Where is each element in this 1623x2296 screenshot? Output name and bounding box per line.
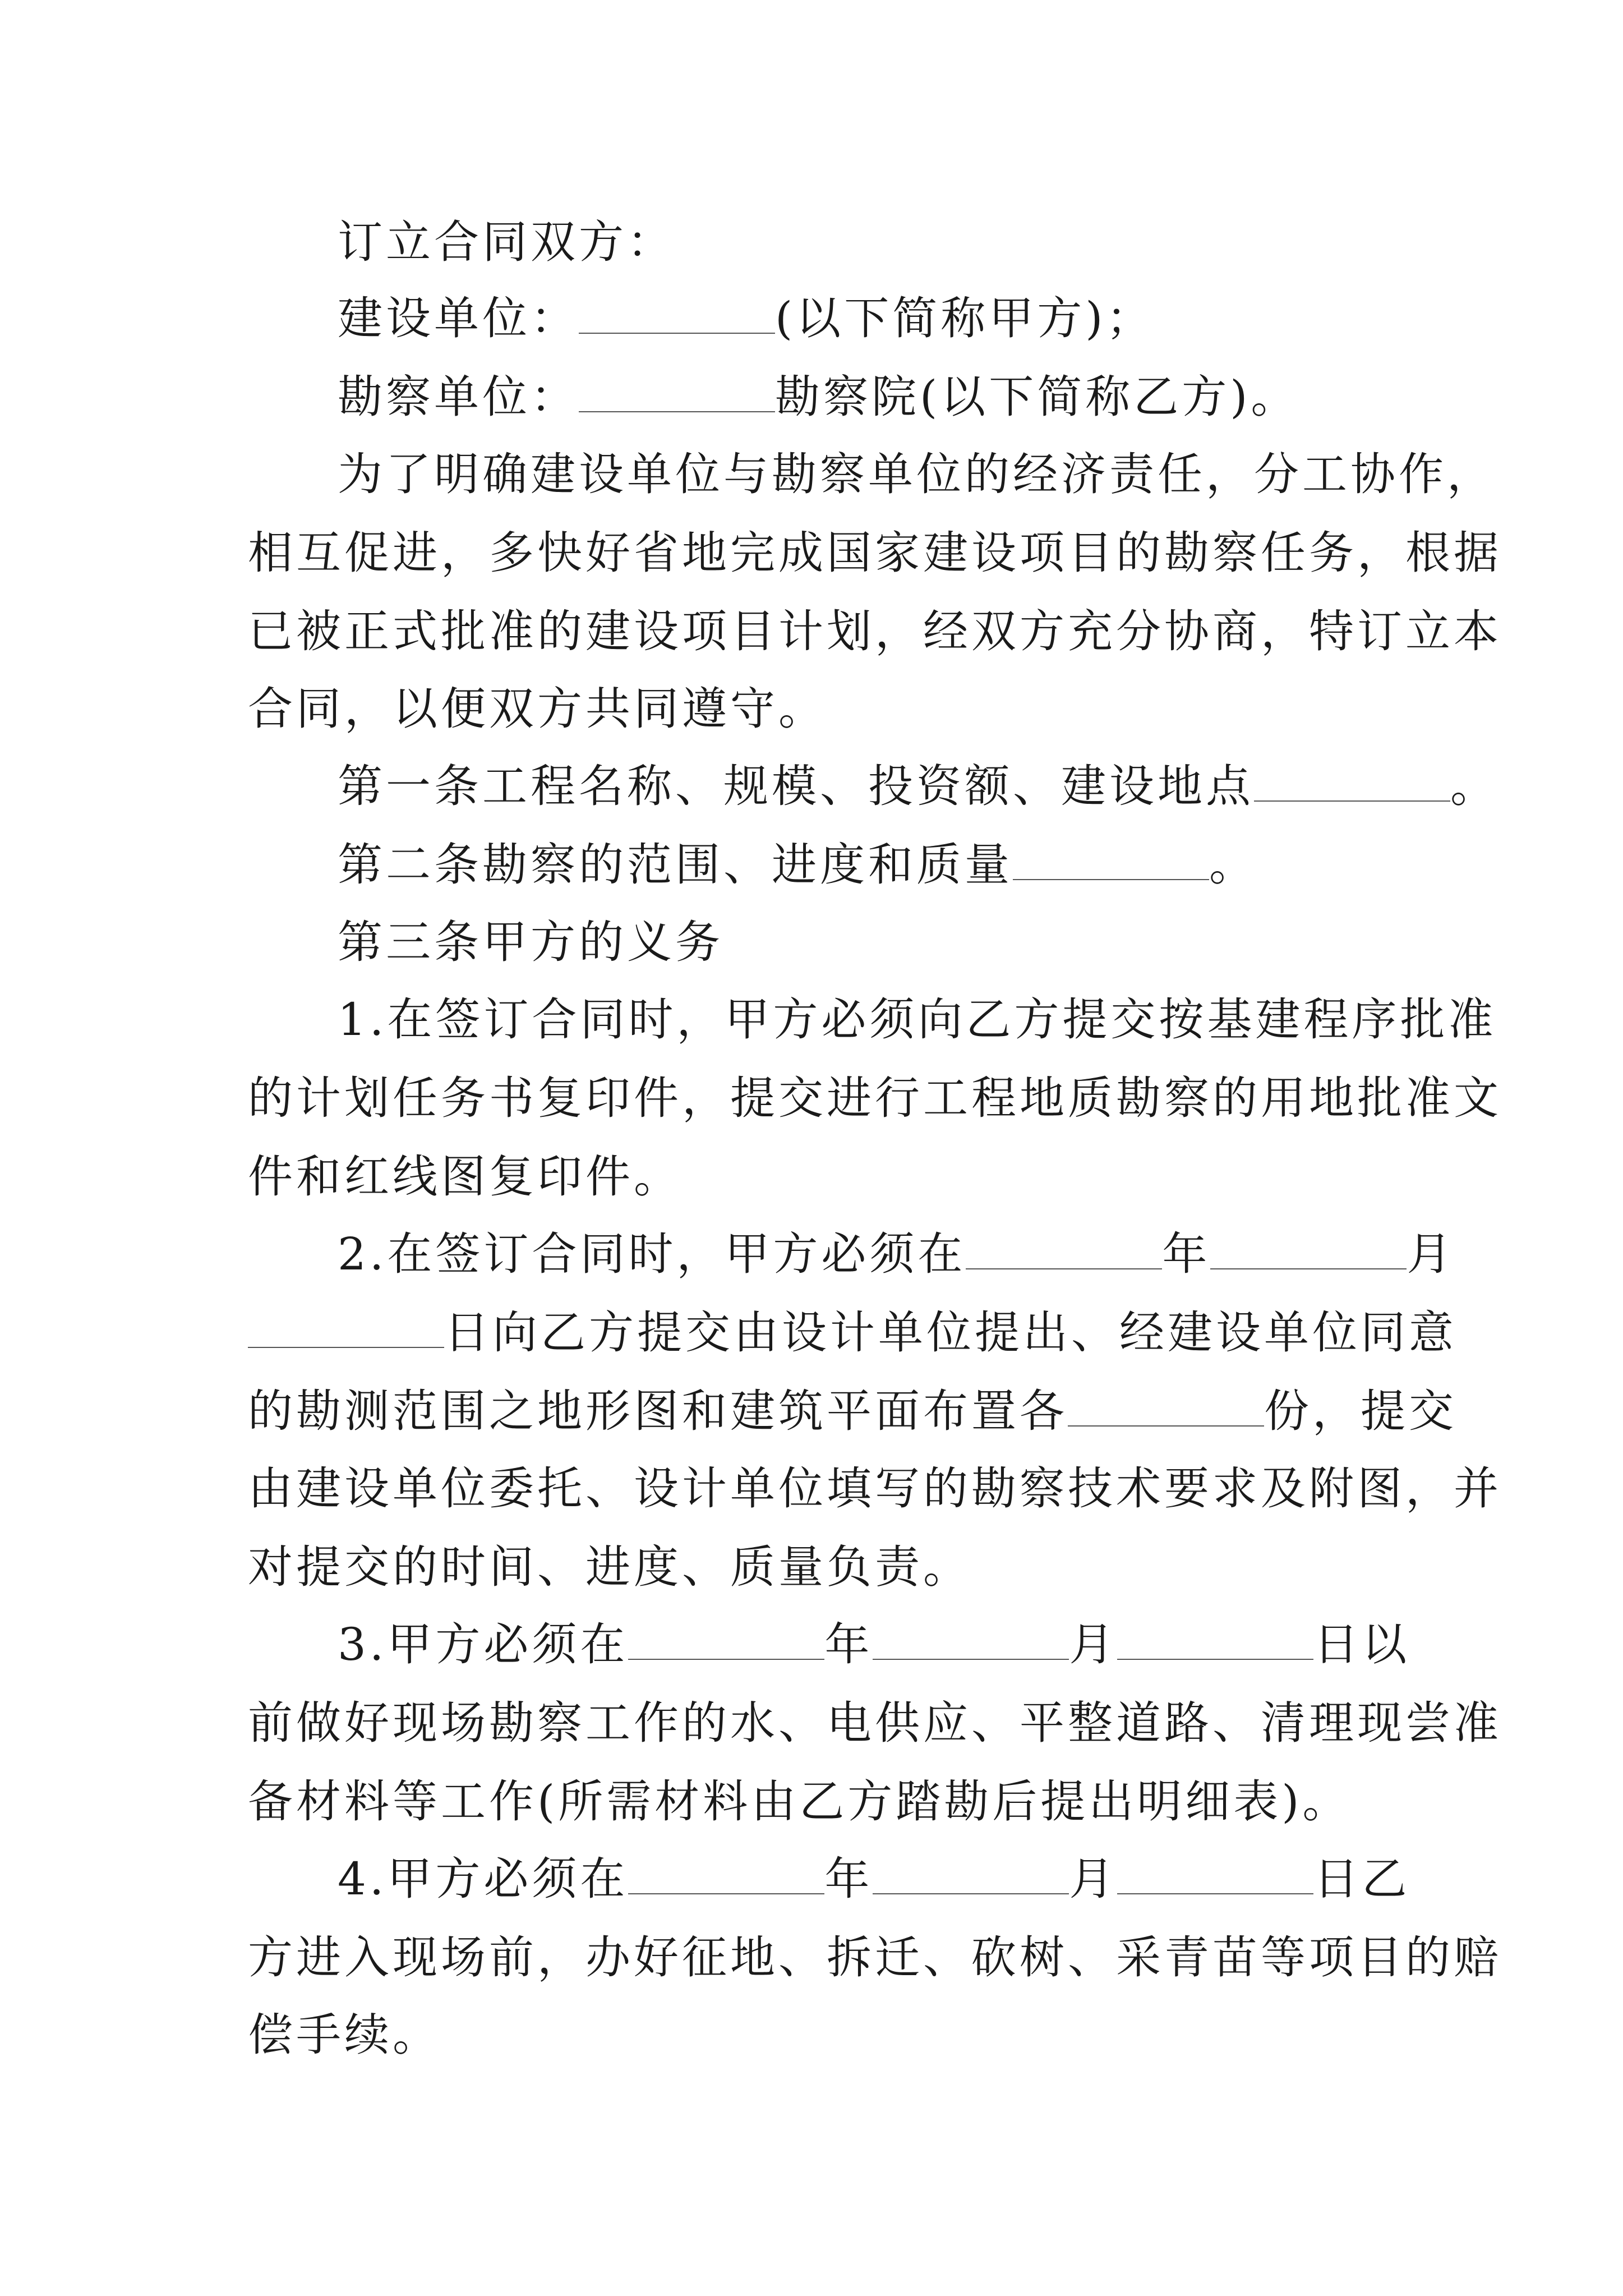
item-2-line — [248, 1384, 1457, 1438]
blank-field — [1254, 761, 1450, 802]
text-line: 方进入现场前，办好征地、拆迁、砍树、采青苗等项目的赔 — [248, 1931, 1502, 1984]
item-3-line — [248, 1775, 1426, 1829]
text-fragment: 第二条勘察的范围、进度和质量 — [338, 839, 1013, 891]
blank-field — [628, 1854, 824, 1894]
text-fragment: 日乙 — [1313, 1853, 1410, 1905]
text-line: 件和红线图复印件。 — [248, 1151, 682, 1203]
label: 建设单位： — [338, 292, 579, 344]
item-2-line — [338, 1227, 1515, 1281]
text-fragment: 4.甲方必须在 — [338, 1853, 629, 1905]
item-2-line — [248, 1540, 1426, 1594]
text-line: 由建设单位委托、设计单位填写的勘察技术要求及附图，并 — [248, 1462, 1502, 1515]
text-line: 1.在签订合同时，甲方必须向乙方提交按基建程序批准 — [338, 993, 1497, 1046]
text-fragment: 日以 — [1313, 1618, 1410, 1671]
text-fragment: 年 — [1162, 1228, 1211, 1280]
blank-field — [579, 293, 775, 334]
blank-field — [1117, 1619, 1313, 1660]
text-fragment: 。 — [1209, 839, 1257, 891]
blank-field — [873, 1854, 1069, 1894]
text-line: 对提交的时间、进度、质量负责。 — [248, 1541, 971, 1593]
item-3-line — [338, 1618, 1515, 1672]
construction-unit-line — [338, 292, 1515, 346]
article-2 — [338, 838, 1515, 892]
text-line: 订立合同双方： — [338, 216, 675, 268]
blank-field — [1068, 1386, 1264, 1427]
blank-field — [966, 1229, 1162, 1269]
text-line: 的计划任务书复印件，提交进行工程地质勘察的用地批准文 — [248, 1072, 1502, 1124]
blank-field — [579, 372, 775, 412]
item-1-line — [248, 1071, 1502, 1125]
text-line: 相互促进，多快好省地完成国家建设项目的勘察任务，根据 — [248, 527, 1502, 579]
label: 勘察单位： — [338, 371, 579, 423]
blank-field — [873, 1619, 1069, 1660]
text-fragment: 3.甲方必须在 — [338, 1618, 629, 1671]
survey-unit-line — [338, 370, 1515, 424]
text-fragment: 月 — [1407, 1228, 1455, 1280]
item-4-line — [248, 1931, 1502, 1985]
text-fragment: 月 — [1069, 1618, 1118, 1671]
blank-field — [1013, 840, 1209, 880]
item-2-line — [248, 1306, 1457, 1360]
item-4-line — [338, 1852, 1515, 1906]
text-fragment: 第一条工程名称、规模、投资额、建设地点 — [338, 760, 1254, 812]
blank-field — [628, 1619, 824, 1660]
paragraph-line — [248, 605, 1502, 659]
text-fragment: 年 — [824, 1618, 873, 1671]
text-fragment: 。 — [1450, 760, 1498, 812]
parties-heading — [338, 215, 1515, 269]
text-fragment: 份，提交 — [1264, 1385, 1457, 1437]
text-fragment: 的勘测范围之地形图和建筑平面布置各 — [248, 1385, 1068, 1437]
text-line: 已被正式批准的建设项目计划，经双方充分协商，特订立本 — [248, 605, 1502, 657]
text-line: 合同，以便双方共同遵守。 — [248, 683, 827, 735]
item-2-line — [248, 1462, 1502, 1516]
text-line: 备材料等工作(所需材料由乙方踏勘后提出明细表)。 — [248, 1775, 1351, 1828]
article-1 — [338, 760, 1515, 813]
paragraph-line — [248, 682, 1426, 736]
blank-field — [1210, 1229, 1407, 1269]
text-fragment: 日向乙方提交由设计单位提出、经建设单位同意 — [444, 1306, 1457, 1359]
text-line: 偿手续。 — [248, 2009, 441, 2061]
blank-field — [248, 1308, 444, 1348]
text-fragment: (以下简称甲方)； — [775, 292, 1155, 344]
text-fragment: 月 — [1069, 1853, 1118, 1905]
blank-field — [1117, 1854, 1313, 1894]
text-fragment: 勘察院(以下简称乙方)。 — [775, 371, 1299, 423]
text-fragment: 年 — [824, 1853, 873, 1905]
item-1-line — [248, 1150, 1426, 1204]
text-fragment: 2.在签订合同时，甲方必须在 — [338, 1228, 966, 1280]
item-1-line — [338, 993, 1515, 1047]
item-3-line — [248, 1696, 1502, 1750]
text-line: 为了明确建设单位与勘察单位的经济责任，分工协作， — [338, 448, 1495, 500]
text-line: 第三条甲方的义务 — [338, 916, 723, 968]
text-line: 前做好现场勘察工作的水、电供应、平整道路、清理现尝准 — [248, 1697, 1502, 1749]
article-3-heading — [338, 915, 1515, 969]
paragraph-line — [248, 526, 1502, 580]
paragraph-line — [338, 448, 1515, 501]
item-4-line — [248, 2008, 1426, 2062]
